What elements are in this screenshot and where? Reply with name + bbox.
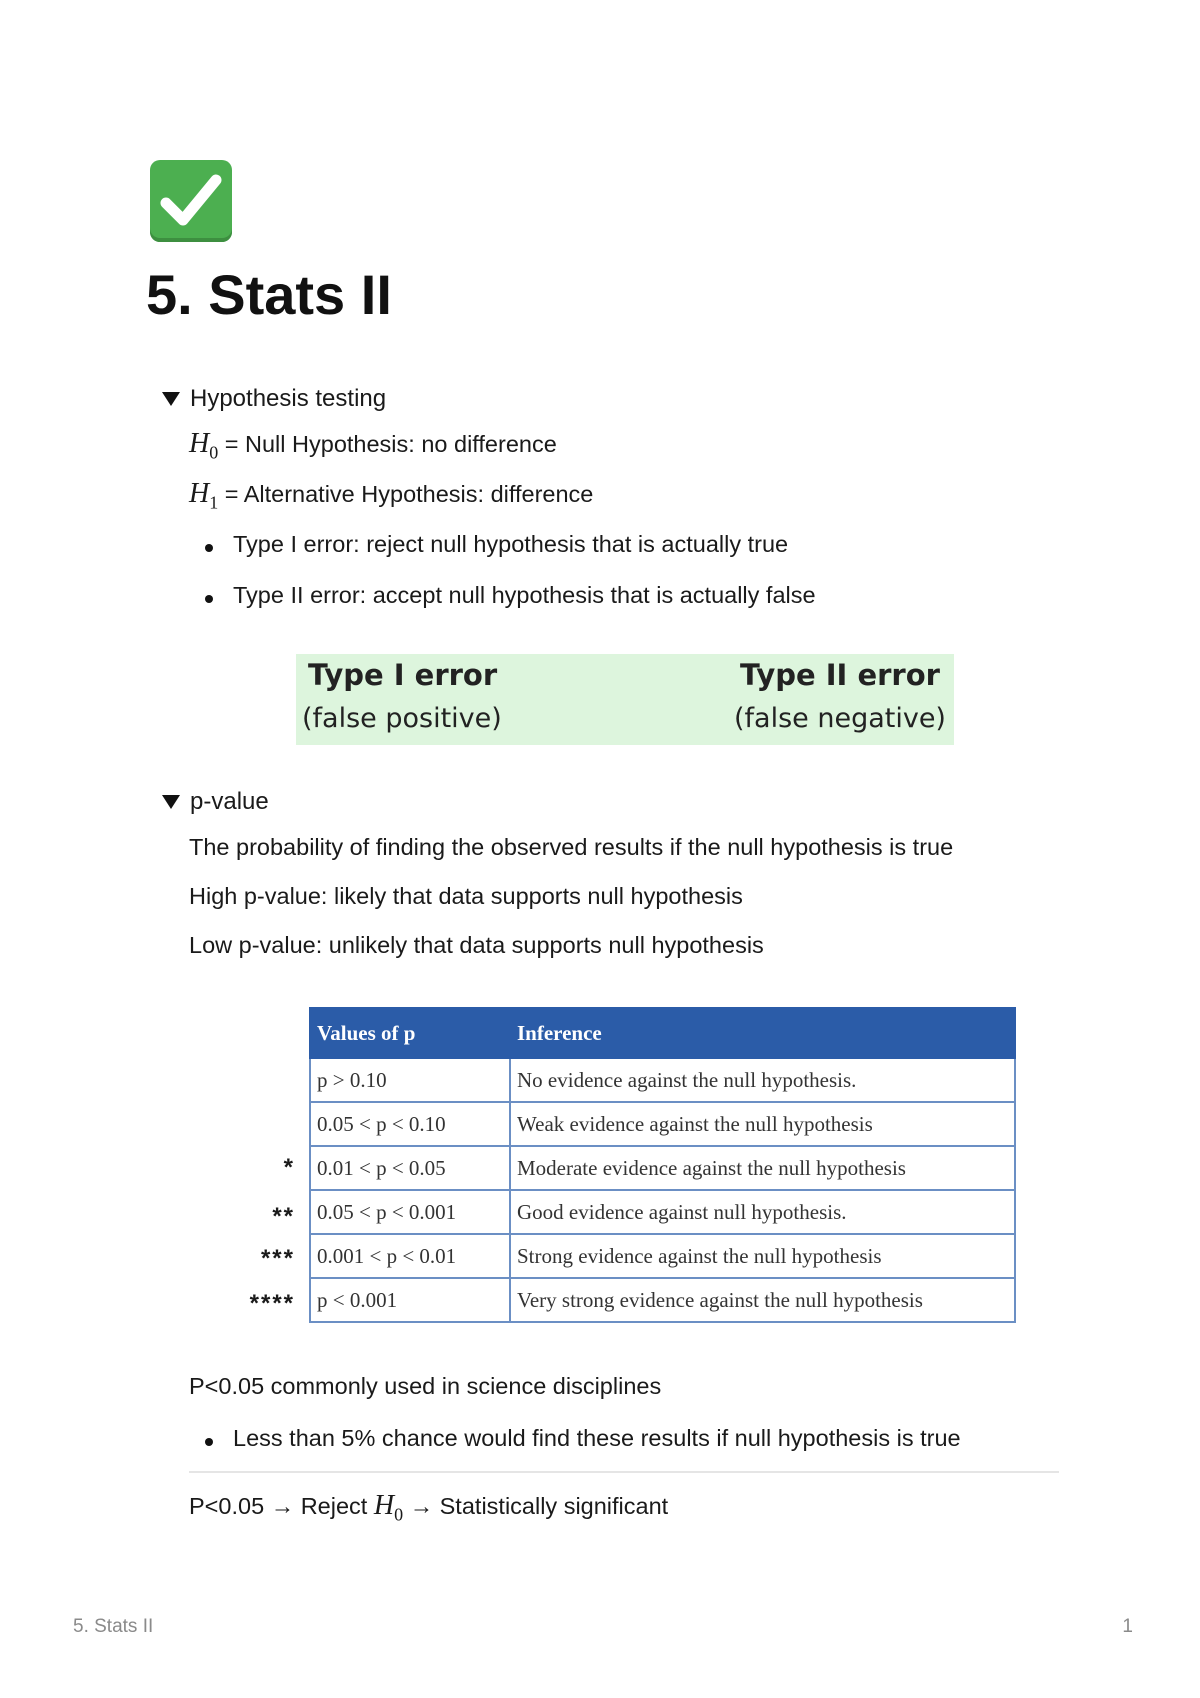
h1-symbol: $H_1$ — [189, 478, 219, 513]
h0-symbol: $H_0$ — [189, 428, 219, 463]
column-header: Values of p — [310, 1008, 510, 1058]
significance-stars: ** — [272, 1203, 295, 1230]
type1-title: Type I error — [308, 658, 498, 692]
h0-text: = Null Hypothesis: no difference — [218, 431, 557, 457]
error-types-image — [296, 654, 954, 745]
type2-title: Type II error — [740, 658, 940, 692]
table-row — [310, 1278, 1015, 1322]
table-cell-inference: Strong evidence against the null hypothesis — [510, 1234, 1015, 1278]
alt-hypothesis-line — [189, 478, 593, 514]
table-row — [310, 1102, 1015, 1146]
toggle-label: Hypothesis testing — [190, 385, 387, 412]
table-row — [310, 1058, 1015, 1102]
toggle-hypothesis-testing[interactable] — [162, 385, 386, 413]
page-title: 5. Stats II — [146, 263, 392, 326]
high-pvalue-line: High p-value: likely that data supports null hypothesis — [189, 883, 743, 909]
table-cell-value: 0.001 < p < 0.01 — [310, 1234, 510, 1278]
table-header-row — [310, 1008, 1015, 1058]
check-mark-icon — [150, 160, 232, 242]
low-pvalue-line: Low p-value: unlikely that data supports null hypothesis — [189, 932, 764, 958]
significance-stars: * — [283, 1154, 295, 1181]
table-cell-inference: Weak evidence against the null hypothesis — [510, 1102, 1015, 1146]
rule-prefix: P<0.05 → Reject — [189, 1493, 374, 1519]
h0-symbol: $H_0$ — [373, 1490, 404, 1525]
table-row — [310, 1234, 1015, 1278]
table-cell-value: 0.05 < p < 0.10 — [310, 1102, 510, 1146]
type1-subtitle: (false positive) — [302, 703, 502, 734]
significance-stars: *** — [260, 1245, 295, 1272]
table-cell-value: p < 0.001 — [310, 1278, 510, 1322]
column-header: Inference — [510, 1008, 1015, 1058]
bullet-dot — [205, 544, 213, 552]
rule-suffix: → Statistically significant — [403, 1493, 669, 1519]
table-cell-inference: Very strong evidence against the null hypothesis — [510, 1278, 1015, 1322]
list-item: Less than 5% chance would find these results if null hypothesis is true — [233, 1425, 961, 1451]
bullet-dot — [205, 595, 213, 603]
list-item: Type II error: accept null hypothesis that is actually false — [233, 582, 816, 608]
table-row — [310, 1146, 1015, 1190]
divider — [189, 1471, 1059, 1473]
table-cell-value: 0.05 < p < 0.001 — [310, 1190, 510, 1234]
pvalue-definition: The probability of finding the observed results if the null hypothesis is true — [189, 834, 954, 860]
type2-subtitle: (false negative) — [734, 703, 946, 734]
table-row — [310, 1190, 1015, 1234]
significance-stars: **** — [249, 1290, 295, 1317]
triangle-down-icon — [162, 795, 180, 809]
table-cell-value: 0.01 < p < 0.05 — [310, 1146, 510, 1190]
toggle-label: p-value — [190, 788, 269, 815]
triangle-down-icon — [162, 392, 180, 406]
table-cell-inference: Good evidence against null hypothesis. — [510, 1190, 1015, 1234]
null-hypothesis-line — [189, 428, 557, 464]
footer-title: 5. Stats II — [73, 1616, 154, 1637]
bullet-dot — [205, 1438, 213, 1446]
pvalue-table — [309, 1007, 1016, 1323]
table-cell-inference: No evidence against the null hypothesis. — [510, 1058, 1015, 1102]
table-cell-value: p > 0.10 — [310, 1058, 510, 1102]
page-number: 1 — [1122, 1616, 1133, 1637]
common-usage-line: P<0.05 commonly used in science disciplines — [189, 1373, 662, 1399]
list-item: Type I error: reject null hypothesis that is actually true — [233, 531, 789, 557]
toggle-p-value[interactable] — [162, 788, 269, 816]
significance-rule-line — [189, 1490, 668, 1526]
h1-text: = Alternative Hypothesis: difference — [218, 481, 594, 507]
table-cell-inference: Moderate evidence against the null hypothesis — [510, 1146, 1015, 1190]
